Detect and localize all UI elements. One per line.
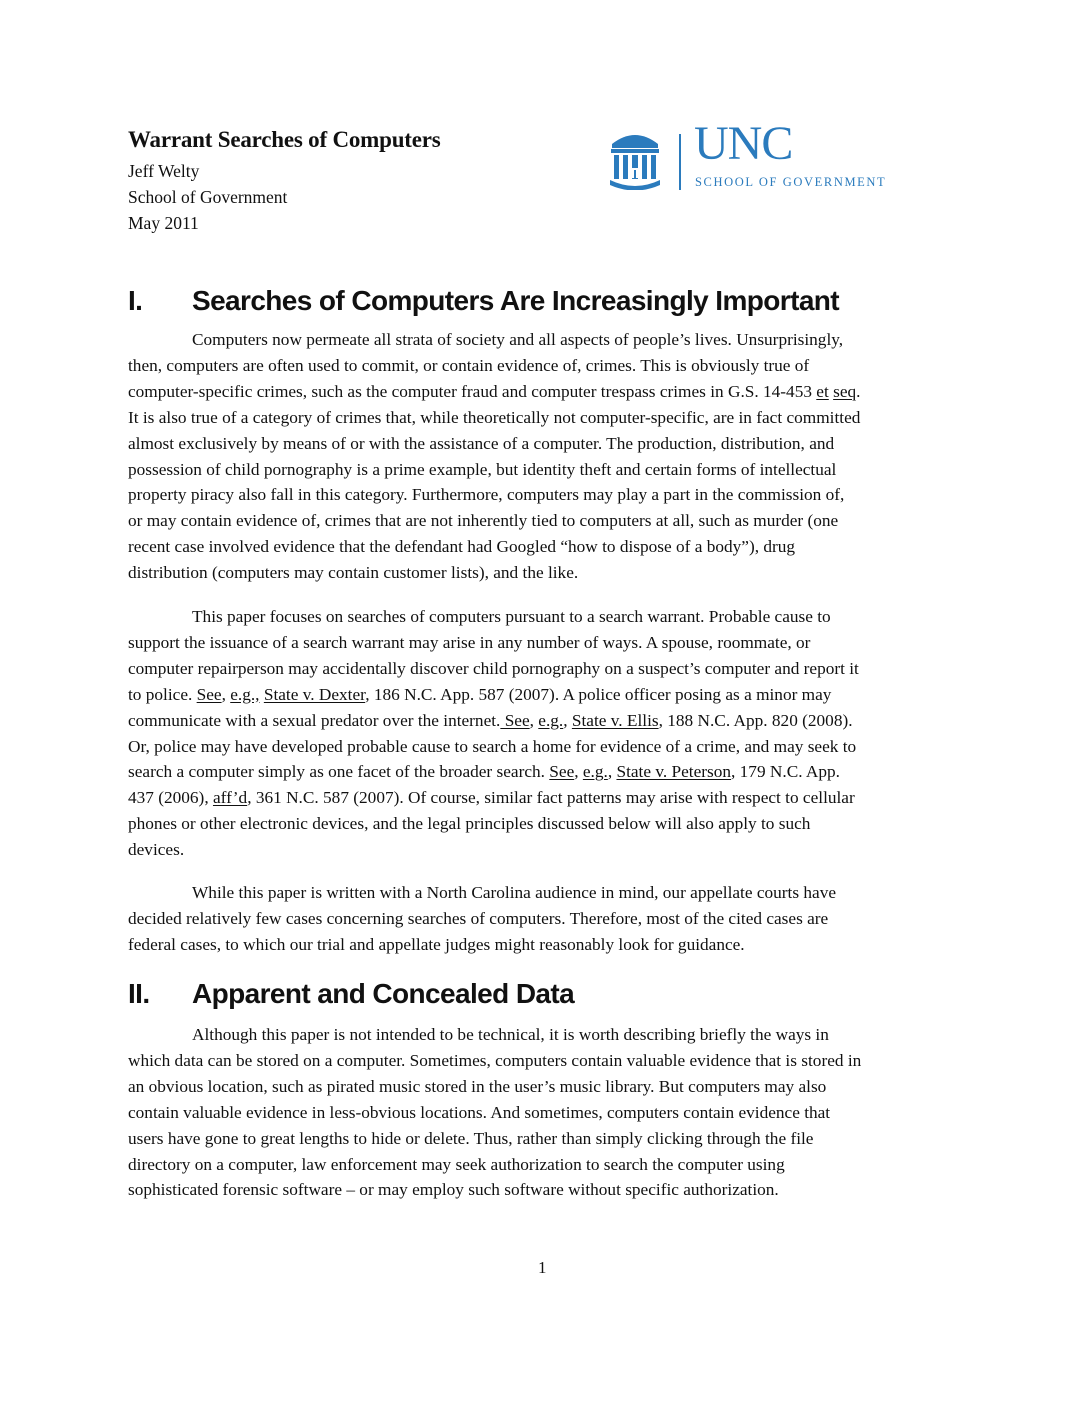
text-line: distribution (computers may contain customer lists), and the like. [128,563,579,583]
underlined-term: et [816,381,829,401]
text-segment: to police. [128,684,197,704]
text-line: to police. See, e.g., State v. Dexter, 186 N.C. App. 587 (2007). A police officer posing as a minor may [128,684,832,704]
case-name: State v. Dexter [263,684,366,704]
case-name: State v. Peterson [616,762,732,782]
paragraph [128,604,963,863]
text-line [128,785,963,811]
citation-signal: aff’d [212,788,248,808]
text-segment: , 361 N.C. 587 (2007). Of course, similar fact patterns may arise with respect to cellular [247,788,855,808]
paragraph [128,327,963,586]
section-heading-1 [128,285,839,317]
logo-divider [679,134,681,190]
citation-signal: See [549,762,575,782]
text-line: an obvious location, such as pirated music stored in the user’s music library. But computers may also [128,1076,827,1096]
text-segment: communicate with a sexual predator over the internet. [128,710,501,730]
old-well-icon [608,130,662,190]
text-line [128,379,963,405]
text-line: search a computer simply as one facet of the broader search. See, e.g., State v. Peterson, 179 N.C. App. [128,762,840,782]
text-line: users have gone to great lengths to hide or delete. Thus, rather than simply clicking through the file [128,1128,814,1148]
publication-date: May 2011 [128,213,199,233]
text-line: devices. [128,840,185,860]
section-title: Apparent and Concealed Data [192,978,575,1009]
text-line: communicate with a sexual predator over the internet. See, e.g., State v. Ellis, 188 N.C. App. 820 (2008). [128,710,853,730]
text-segment: , 188 N.C. App. 820 (2008). [658,710,853,730]
page-number: 1 [538,1258,547,1277]
text-line: support the issuance of a search warrant may arise in any number of ways. A spouse, roommate, or [128,632,811,652]
text-line: property piracy also fall in this category. Furthermore, computers may play a part in the commission of, [128,485,845,505]
citation-signal: See [196,684,222,704]
text-line: decided relatively few cases concerning searches of computers. Therefore, most of the cited cases are [128,908,829,928]
text-line: Or, police may have developed probable cause to search a home for evidence of a crime, and may seek to [128,736,857,756]
text-line: recent case involved evidence that the defendant had Googled “how to dispose of a body”), drug [128,537,796,557]
text-segment: , 186 N.C. App. 587 (2007). A police officer posing as a minor may [365,684,832,704]
text-line: It is also true of a category of crimes that, while theoretically not computer-specific, are in fact committed [128,407,861,427]
text-line: phones or other electronic devices, and the legal principles discussed below will also apply to such [128,814,811,834]
logo-subtitle: SCHOOL OF GOVERNMENT [695,175,887,189]
text-line: contain valuable evidence in less-obvious locations. And sometimes, computers contain evidence that [128,1102,831,1122]
paragraph [128,1022,963,1203]
underlined-term: seq [833,381,857,401]
text-line: then, computers are often used to commit, or contain evidence of, crimes. This is obviously true of [128,355,810,375]
paragraph [128,880,963,958]
text-line: Computers now permeate all strata of society and all aspects of people’s lives. Unsurprisingly, [192,330,844,349]
text-segment: . [856,381,861,401]
text-segment: 437 (2006), [128,788,213,808]
text-segment: search a computer simply as one facet of the broader search. [128,762,550,782]
section-title: Searches of Computers Are Increasingly Important [192,285,840,316]
document-title: Warrant Searches of Computers [128,127,441,152]
text-line: sophisticated forensic software – or may employ such software without specific authorization. [128,1180,779,1200]
text-line: almost exclusively by means of or with the assistance of a computer. The production, distribution, and [128,433,835,453]
text-line: directory on a computer, law enforcement may seek authorization to search the computer using [128,1154,785,1174]
text-line: which data can be stored on a computer. Sometimes, computers contain valuable evidence that is stored in [128,1050,862,1070]
unc-sog-logo [608,117,938,192]
citation-signal: e.g. [582,762,608,782]
citation-signal: See [500,710,530,730]
citation-signal: e.g. [538,710,564,730]
logo-wordmark: UNC [694,117,793,170]
text-line: computer repairperson may accidentally discover child pornography on a suspect’s computer and report it [128,658,859,678]
section-heading-2 [128,978,574,1010]
section-number: II. [128,978,150,1009]
text-line: possession of child pornography is a prime example, but identity theft and certain forms of intellectual [128,459,837,479]
text-segment: , 179 N.C. App. [731,762,840,782]
case-name: State v. Ellis [571,710,659,730]
text-line: or may contain evidence of, crimes that are not inherently tied to computers at all, such as murder (one [128,511,839,531]
text-line: While this paper is written with a North Carolina audience in mind, our appellate courts have [192,883,837,902]
citation-signal: e.g., [230,684,260,704]
section-number: I. [128,285,143,316]
text-segment: computer-specific crimes, such as the computer fraud and computer trespass crimes in G.S. 14-453 [128,381,817,401]
author: Jeff Welty [128,161,200,181]
text-line: federal cases, to which our trial and appellate judges might reasonably look for guidance. [128,934,745,954]
text-line: This paper focuses on searches of computers pursuant to a search warrant. Probable cause to [192,607,831,626]
text-line: Although this paper is not intended to be technical, it is worth describing briefly the ways in [192,1025,829,1044]
organization: School of Government [128,187,288,207]
